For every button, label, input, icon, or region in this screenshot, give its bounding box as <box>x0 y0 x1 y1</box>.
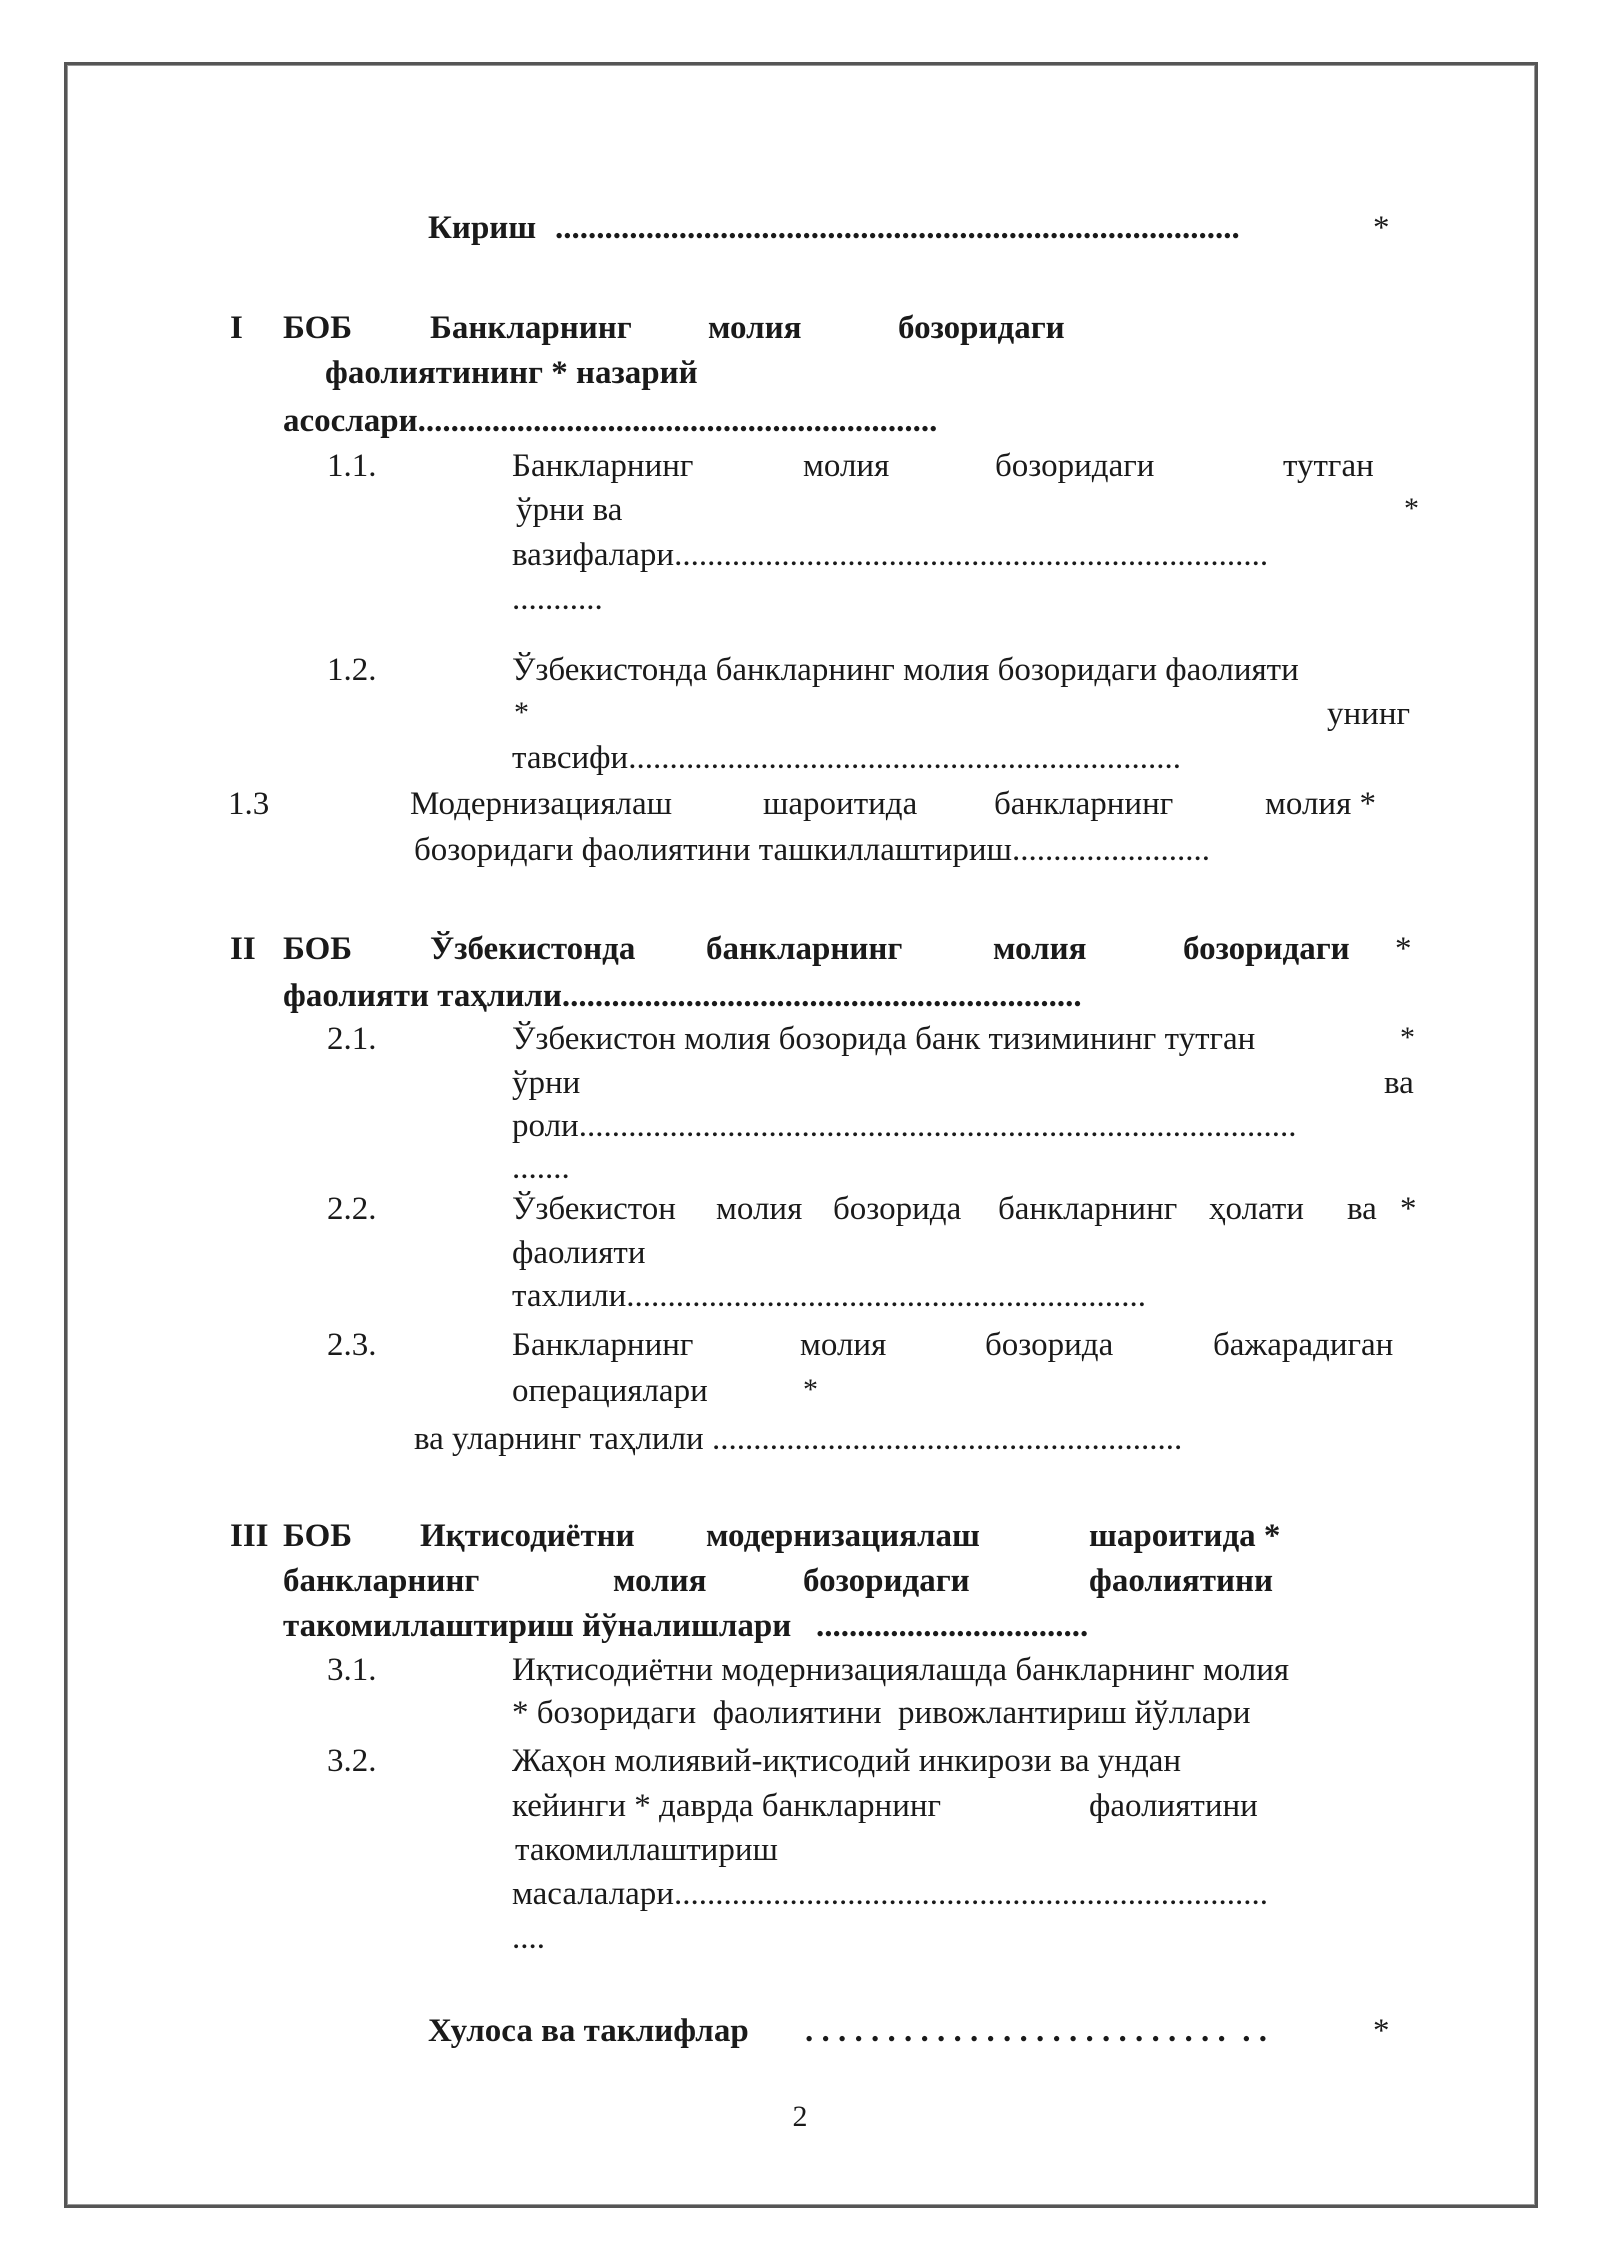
section-word: бозорида <box>985 1327 1114 1363</box>
chapter-2-word: банкларнинг <box>706 931 903 967</box>
section-line3: роли....................................................................................... <box>512 1110 1297 1143</box>
section-line2-right: унинг <box>1327 696 1411 732</box>
chapter-3-word: Иқтисодиётни <box>420 1518 635 1554</box>
section-line3: тавсифи................................................................... <box>512 740 1181 776</box>
section-word: молия <box>716 1191 803 1227</box>
chapter-1-title-line3: асослари............................................................... <box>283 403 938 439</box>
chapter-2-word: БОБ <box>283 931 353 967</box>
chapter-3-word: фаолиятини <box>1089 1563 1274 1599</box>
section-line2-left: ўрни <box>512 1065 581 1101</box>
section-line2-part: кейинги * даврда банкларнинг <box>512 1788 942 1824</box>
section-word: бозоридаги <box>995 448 1155 484</box>
section-word: Ўзбекистон <box>512 1191 676 1227</box>
section-word: молия <box>803 448 890 484</box>
section-page: * <box>1400 1021 1415 1054</box>
section-line2-part: фаолиятини <box>1089 1788 1258 1824</box>
section-number: 3.1. <box>327 1652 377 1688</box>
chapter-1-number: I <box>230 310 243 346</box>
chapter-3-word: молия <box>613 1563 707 1599</box>
chapter-3-word: шароитида * <box>1089 1518 1281 1554</box>
section-line4: ....... <box>512 1150 570 1186</box>
section-number: 3.2. <box>327 1743 377 1779</box>
section-word: молия * <box>1265 786 1377 822</box>
section-page: * <box>514 696 529 729</box>
section-word: Модернизациялаш <box>410 786 673 822</box>
section-line2: операциялари <box>512 1373 708 1409</box>
section-line5: .... <box>512 1920 545 1956</box>
section-word: ва <box>1347 1191 1377 1227</box>
chapter-1-word: бозоридаги <box>898 310 1065 346</box>
chapter-3-word: банкларнинг <box>283 1563 480 1599</box>
toc-intro-dots: ................................................................................... <box>555 212 1240 245</box>
section-number: 2.3. <box>327 1327 377 1363</box>
section-line4: масалалари........................................................................ <box>512 1878 1268 1911</box>
chapter-2-word: молия <box>993 931 1087 967</box>
section-line2: бозоридаги фаолиятини ташкиллаштириш........................ <box>414 832 1210 868</box>
section-word: молия <box>800 1327 887 1363</box>
section-number: 2.1. <box>327 1021 377 1057</box>
chapter-2-number: II <box>230 931 256 967</box>
toc-conclusion-label: Хулоса ва таклифлар <box>428 2013 749 2049</box>
section-page: * <box>1400 1191 1417 1227</box>
chapter-3-word: модернизациялаш <box>706 1518 980 1554</box>
section-line3: тахлили............................................................... <box>512 1278 1146 1314</box>
chapter-3-title-line3: такомиллаштириш йўналишлари ................................. <box>283 1608 1089 1644</box>
chapter-2-title-line2: фаолияти таҳлили............................................................... <box>283 978 1082 1014</box>
chapter-2-page: * <box>1395 931 1412 967</box>
section-number: 2.2. <box>327 1191 377 1227</box>
section-line4: ........... <box>512 581 603 617</box>
section-word: Банкларнинг <box>512 448 694 484</box>
section-line1: Иқтисодиётни модернизациялашда банкларнинг молия <box>512 1652 1290 1688</box>
section-number: 1.2. <box>327 652 377 688</box>
section-line3: ва уларнинг таҳлили ......................................................... <box>414 1421 1183 1457</box>
section-line3: вазифалари........................................................................ <box>512 539 1269 572</box>
section-word: тутган <box>1283 448 1374 484</box>
chapter-2-word: бозоридаги <box>1183 931 1350 967</box>
section-word: шароитида <box>763 786 918 822</box>
toc-conclusion-page: * <box>1373 2013 1390 2049</box>
section-word: бозорида <box>833 1191 962 1227</box>
section-line2: фаолияти <box>512 1235 646 1271</box>
page-number: 2 <box>792 2100 808 2133</box>
section-word: банкларнинг <box>998 1191 1178 1227</box>
section-word: ҳолати <box>1209 1191 1304 1227</box>
section-page: * <box>803 1373 818 1406</box>
chapter-1-title-line2: фаолиятининг * назарий <box>325 355 698 391</box>
section-line2-right: ва <box>1384 1065 1414 1101</box>
chapter-3-number: III <box>230 1518 269 1554</box>
section-line1: Ўзбекистонда банкларнинг молия бозоридаги фаолияти <box>512 652 1299 688</box>
section-line1: Жаҳон молиявий-иқтисодий инкирози ва ундан <box>512 1743 1182 1779</box>
section-number: 1.3 <box>228 786 270 822</box>
section-line2: * бозоридаги фаолиятини ривожлантириш йўллари <box>512 1695 1251 1731</box>
section-line1: Ўзбекистон молия бозорида банк тизимининг тутган <box>512 1021 1256 1057</box>
section-number: 1.1. <box>327 448 377 484</box>
toc-conclusion-dots: . . . . . . . . . . . . . . . . . . . . . . . . . . . . <box>805 2013 1267 2049</box>
chapter-1-word: БОБ <box>283 310 353 346</box>
section-word: Банкларнинг <box>512 1327 694 1363</box>
toc-intro-page: * <box>1373 210 1390 246</box>
section-page: * <box>1404 492 1419 525</box>
chapter-3-word: БОБ <box>283 1518 353 1554</box>
chapter-1-word: Банкларнинг <box>430 310 632 346</box>
section-line2: ўрни ва <box>516 492 623 528</box>
chapter-2-word: Ўзбекистонда <box>430 931 636 967</box>
toc-intro-label: Кириш <box>428 210 537 246</box>
section-word: бажарадиган <box>1213 1327 1394 1363</box>
section-word: банкларнинг <box>994 786 1174 822</box>
chapter-3-word: бозоридаги <box>803 1563 970 1599</box>
chapter-1-word: молия <box>708 310 802 346</box>
section-line3: такомиллаштириш <box>515 1832 778 1868</box>
